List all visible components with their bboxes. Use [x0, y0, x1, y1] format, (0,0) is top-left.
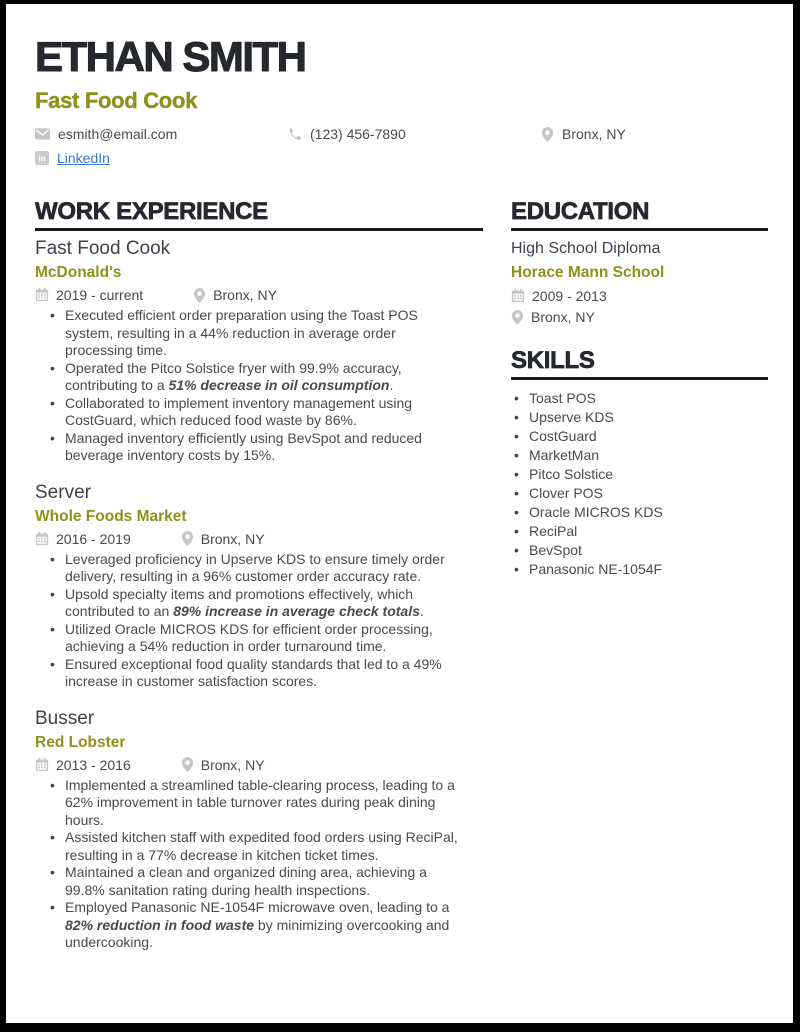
contact-location-text: Bronx, NY	[562, 126, 626, 142]
contact-phone	[288, 126, 541, 142]
job-title: Server	[35, 481, 91, 503]
job-bullets	[35, 777, 467, 952]
linkedin-link[interactable]: LinkedIn	[57, 150, 110, 166]
job-bullet: • Assisted kitchen staff with expedited food orders using ReciPal, resulting in a 77% decrease in kitchen ticket times.	[35, 829, 467, 864]
skills-section-title: SKILLS	[511, 347, 768, 380]
location-pin-icon	[181, 757, 194, 772]
location-pin-icon	[193, 288, 206, 303]
job-meta	[35, 531, 483, 547]
job-company: Red Lobster	[35, 733, 126, 751]
skill-item: • Clover POS	[511, 484, 768, 503]
job-meta	[35, 757, 483, 773]
skill-item: • Pitco Solstice	[511, 465, 768, 484]
phone-icon	[288, 127, 302, 141]
skill-item: • Toast POS	[511, 389, 768, 408]
education-meta	[511, 288, 768, 325]
job-location	[181, 757, 265, 773]
skill-item: • BevSpot	[511, 541, 768, 560]
job-bullet: • Utilized Oracle MICROS KDS for efficient order processing, achieving a 54% reduction in order turnaround time.	[35, 621, 467, 656]
bullet-emphasis: 51% decrease in oil consumption	[168, 377, 390, 393]
job-meta	[35, 287, 483, 303]
bullet-emphasis: 82% reduction in food waste	[65, 916, 255, 933]
contact-phone-text: (123) 456-7890	[310, 126, 406, 142]
resume-page	[6, 4, 793, 1023]
job-bullets	[35, 551, 467, 691]
bullet-emphasis: 89% increase in average check totals	[173, 603, 420, 619]
contact-linkedin	[35, 150, 110, 166]
job-bullet: • Employed Panasonic NE-1054F microwave oven, leading to a 82% reduction in food waste by minimizing overcooking and undercooking.	[35, 899, 467, 952]
education-location-text: Bronx, NY	[531, 309, 595, 325]
email-envelope-icon	[35, 128, 50, 140]
skills-section	[511, 347, 768, 579]
calendar-icon	[511, 289, 525, 303]
calendar-icon	[35, 288, 49, 302]
person-job-title: Fast Food Cook	[35, 88, 198, 113]
education-section	[511, 198, 768, 325]
contact-email-text: esmith@email.com	[58, 126, 178, 142]
skill-item: • Panasonic NE-1054F	[511, 560, 768, 579]
linkedin-row	[35, 150, 769, 166]
education-dates	[511, 288, 607, 304]
job-location-text: Bronx, NY	[213, 287, 277, 303]
sidebar-column	[511, 198, 768, 952]
job-bullet: • Executed efficient order preparation using the Toast POS system, resulting in a 44% reduction in average order processing time.	[35, 307, 467, 360]
job-dates-text: 2016 - 2019	[56, 530, 131, 547]
education-location	[511, 309, 595, 325]
job-location-text: Bronx, NY	[200, 530, 265, 547]
job-bullet: • Maintained a clean and organized dining area, achieving a 99.8% sanitation rating during health inspections.	[35, 864, 467, 899]
skill-item: • CostGuard	[511, 427, 768, 446]
location-pin-icon	[511, 310, 524, 325]
job-location-text: Bronx, NY	[200, 756, 265, 773]
job-bullet: • Operated the Pitco Solstice fryer with 99.9% accuracy, contributing to a 51% decrease in oil consumption.	[35, 360, 467, 395]
education-dates-text: 2009 - 2013	[532, 288, 607, 304]
job-title: Fast Food Cook	[35, 238, 171, 259]
education-degree: High School Diploma	[511, 240, 661, 257]
job-company: McDonald's	[35, 264, 122, 281]
location-pin-icon	[181, 531, 194, 546]
job-entry	[35, 481, 483, 691]
education-section-title: EDUCATION	[511, 198, 768, 231]
job-bullet: • Implemented a streamlined table-clearing process, leading to a 62% improvement in table turnover rates during peak dining hours.	[35, 777, 467, 830]
job-location	[181, 531, 265, 547]
person-name: ETHAN SMITH	[35, 33, 306, 80]
skill-item: • Oracle MICROS KDS	[511, 503, 768, 522]
job-bullet: • Managed inventory efficiently using BevSpot and reduced beverage inventory costs by 15%.	[35, 430, 467, 465]
contact-location	[541, 126, 626, 142]
skill-item: • ReciPal	[511, 522, 768, 541]
linkedin-icon	[35, 151, 49, 165]
skills-list	[511, 389, 768, 579]
contact-row	[35, 126, 769, 142]
job-bullets	[35, 307, 467, 465]
job-bullet: • Ensured exceptional food quality standards that led to a 49% increase in customer satisfaction scores.	[35, 656, 467, 691]
job-company: Whole Foods Market	[35, 507, 187, 525]
job-dates	[35, 757, 131, 773]
job-dates	[35, 531, 131, 547]
job-dates-text: 2019 - current	[56, 287, 144, 303]
job-entry	[35, 237, 483, 465]
education-school: Horace Mann School	[511, 264, 665, 281]
location-pin-icon	[541, 127, 554, 142]
skill-item: • MarketMan	[511, 446, 768, 465]
job-bullet: • Upsold specialty items and promotions effectively, which contributed to an 89% increase in average check totals.	[35, 586, 467, 621]
job-dates	[35, 287, 143, 303]
calendar-icon	[35, 532, 49, 546]
calendar-icon	[35, 758, 49, 772]
svg-text:in: in	[38, 153, 46, 164]
job-title: Busser	[35, 707, 95, 729]
work-experience-section-title: WORK EXPERIENCE	[35, 198, 483, 231]
job-bullet: • Collaborated to implement inventory management using CostGuard, which reduced food waste by 86%.	[35, 395, 467, 430]
jobs-list	[35, 237, 483, 952]
skill-item: • Upserve KDS	[511, 408, 768, 427]
job-entry	[35, 707, 483, 952]
job-location	[193, 287, 277, 303]
work-experience-column	[35, 198, 483, 952]
job-bullet: • Leveraged proficiency in Upserve KDS to ensure timely order delivery, resulting in a 96% customer order accuracy rate.	[35, 551, 467, 586]
resume-columns	[35, 198, 769, 952]
job-dates-text: 2013 - 2016	[56, 756, 131, 773]
contact-email	[35, 126, 288, 142]
